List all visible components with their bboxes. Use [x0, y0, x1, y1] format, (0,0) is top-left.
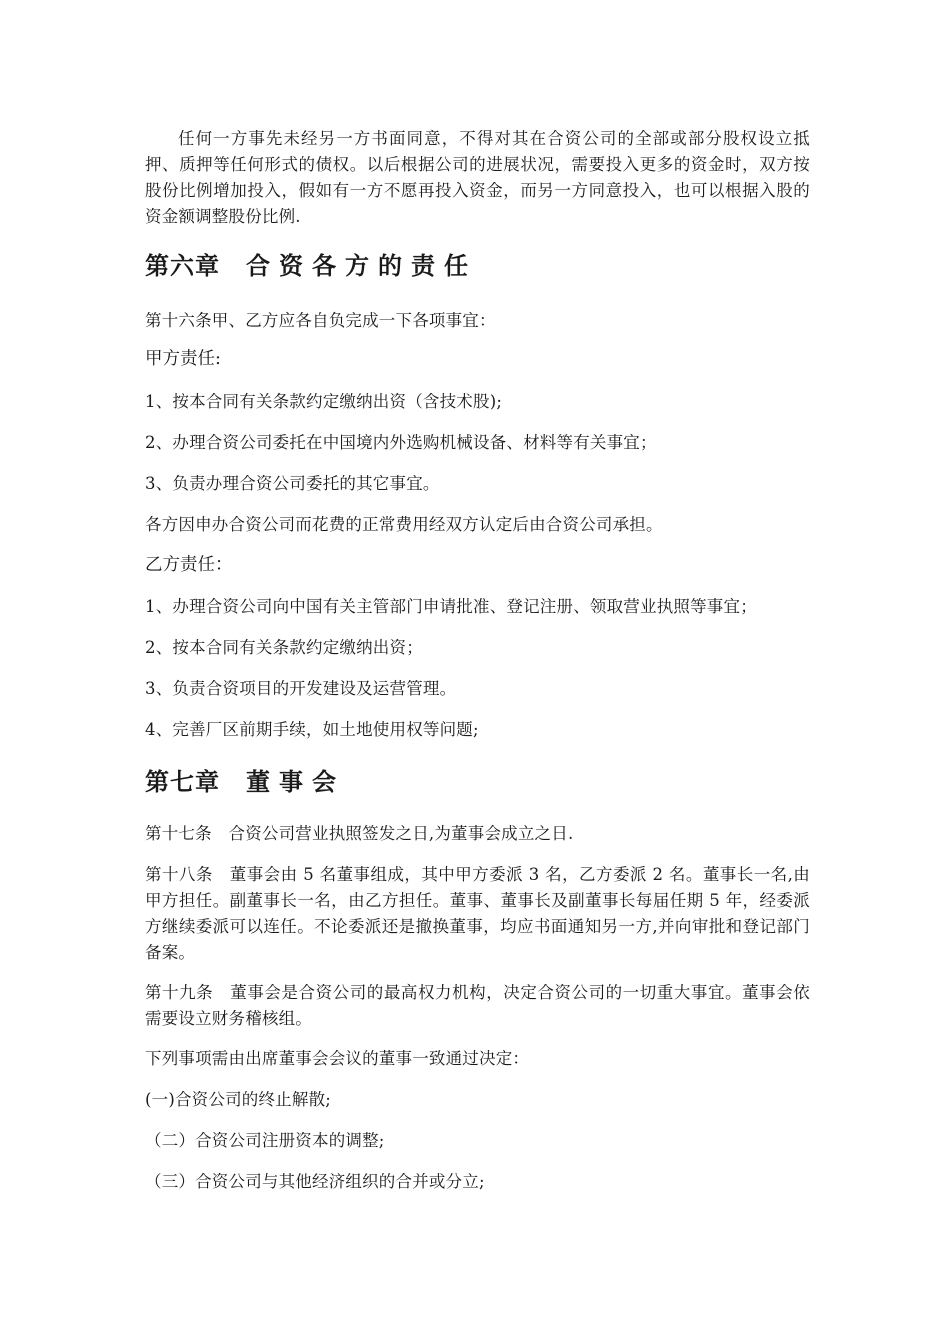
party-b-item-3-block	[145, 676, 810, 702]
unanimous-intro-block	[145, 1046, 810, 1072]
chapter6-title: 合资各方的责任	[246, 252, 477, 280]
unanimous-item-3-block	[145, 1169, 810, 1195]
party-a-item-1-block	[145, 389, 810, 415]
party-a-heading: 甲方责任:	[145, 349, 221, 369]
party-b-item-1-block	[145, 594, 810, 620]
article16: 第十六条甲、乙方应各自负完成一下各项事宜：	[145, 311, 496, 330]
party-a-item: 2、办理合资公司委托在中国境内外选购机械设备、材料等有关事宜；	[145, 433, 657, 452]
party-b-item-4-block	[145, 717, 810, 743]
chapter6-number: 第六章	[145, 252, 220, 280]
party-b-item: 2、按本合同有关条款约定缴纳出资；	[145, 638, 423, 657]
intro-paragraph: 任何一方事先未经另一方书面同意，不得对其在合资公司的全部或部分股权设立抵押、质押等任何形式的债权。以后根据公司的进展状况，需要投入更多的资金时，双方按股份比例增加投入，假如有一方不愿再投入资金，而另一方同意投入，也可以根据入股的资金额调整股份比例.	[145, 129, 810, 226]
party-a-item: 1、按本合同有关条款约定缴纳出资（含技术股);	[145, 392, 503, 411]
chapter7-number: 第七章	[145, 768, 220, 796]
chapter7-title: 董事会	[246, 768, 345, 796]
article18-block	[145, 862, 810, 966]
party-b-item: 1、办理合资公司向中国有关主管部门申请批准、登记注册、领取营业执照等事宜；	[145, 597, 757, 616]
unanimous-intro: 下列事项需由出席董事会会议的董事一致通过决定：	[145, 1049, 530, 1068]
party-a-item-2-block	[145, 430, 810, 456]
party-a-heading-block	[145, 346, 810, 372]
party-a-item: 3、负责办理合资公司委托的其它事宜。	[145, 474, 440, 493]
party-b-item: 4、完善厂区前期手续，如土地使用权等问题;	[145, 720, 479, 739]
chapter7-heading	[145, 767, 810, 797]
party-b-item: 3、负责合资项目的开发建设及运营管理。	[145, 679, 457, 698]
unanimous-item-2-block	[145, 1128, 810, 1154]
chapter6-heading	[145, 251, 810, 281]
article19-block	[145, 980, 810, 1032]
expenses-note: 各方因申办合资公司而花费的正常费用经双方认定后由合资公司承担。	[145, 515, 663, 534]
unanimous-item: （二）合资公司注册资本的调整;	[145, 1131, 385, 1150]
expenses-note-block	[145, 512, 810, 538]
unanimous-item: （三）合资公司与其他经济组织的合并或分立;	[145, 1172, 485, 1191]
party-a-item-3-block	[145, 471, 810, 497]
intro-paragraph-block	[145, 126, 810, 230]
article17-block	[145, 821, 810, 847]
article19: 第十九条 董事会是合资公司的最高权力机构，决定合资公司的一切重大事宜。董事会依需要设立财务稽核组。	[145, 983, 810, 1028]
article16-block	[145, 308, 810, 334]
article17: 第十七条 合资公司营业执照签发之日,为董事会成立之日.	[145, 824, 574, 843]
party-b-heading-block	[145, 552, 810, 578]
article18: 第十八条 董事会由 5 名董事组成，其中甲方委派 3 名，乙方委派 2 名。董事长一名,由甲方担任。副董事长一名，由乙方担任。董事、董事长及副董事长每届任期 5 年，经委派方继续委派可以连任。不论委派还是撤换董事，均应书面通知另一方,并向审批和登记部门备案。	[145, 865, 810, 962]
unanimous-item: (一)合资公司的终止解散;	[145, 1090, 332, 1109]
party-b-heading: 乙方责任：	[145, 555, 233, 575]
unanimous-item-1-block	[145, 1087, 810, 1113]
party-b-item-2-block	[145, 635, 810, 661]
